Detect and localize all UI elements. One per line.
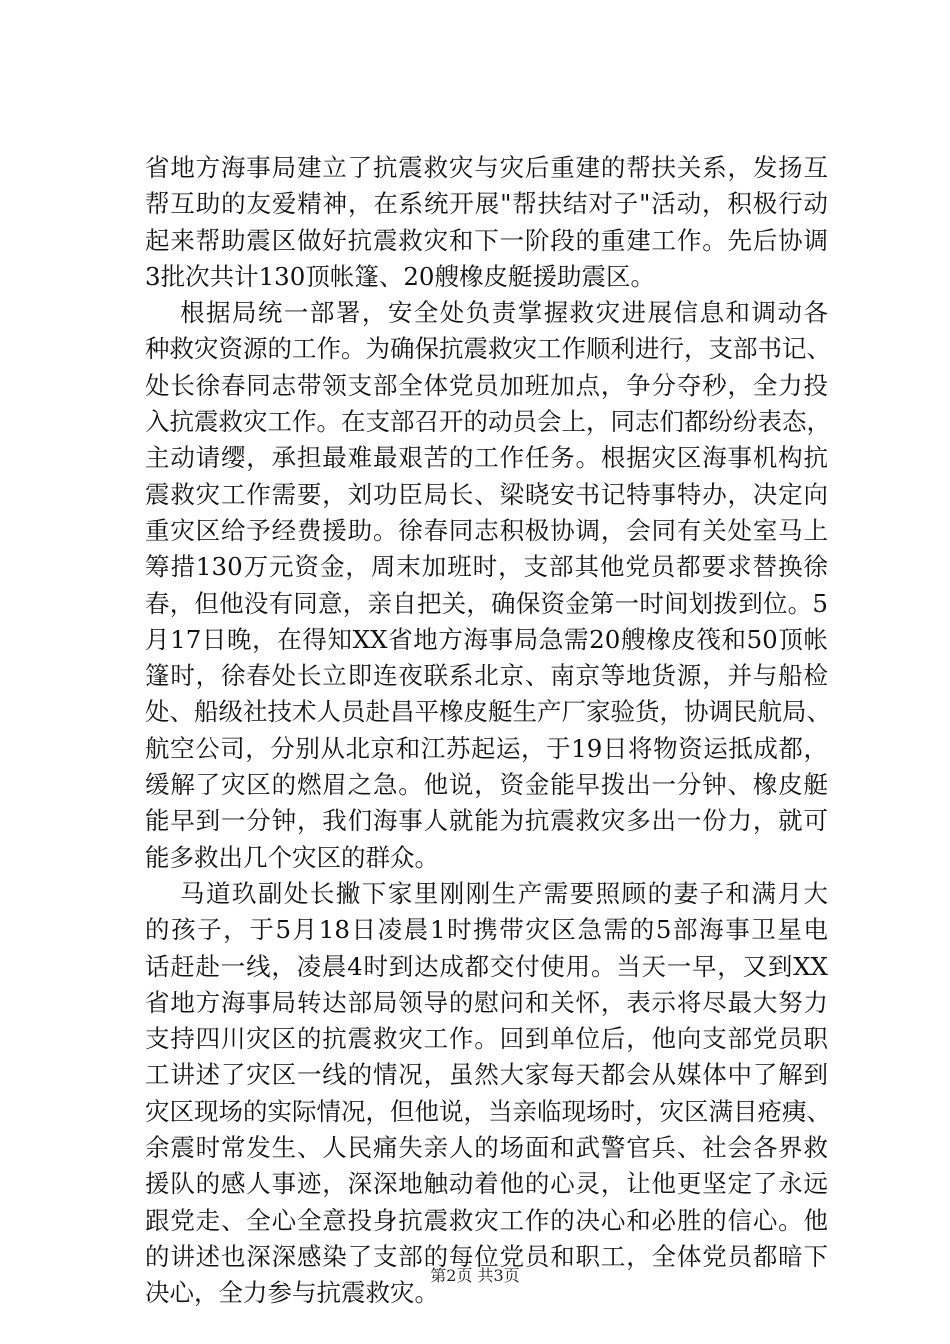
- text-line: 省地方海事局转达部局领导的慰问和关怀，表示将尽最大努力: [145, 987, 828, 1017]
- text-line: 航空公司，分别从北京和江苏起运，于19日将物资运抵成都，: [145, 733, 828, 763]
- paragraph-3: [145, 876, 831, 1312]
- text-line: 决心，全力参与抗震救灾。: [145, 1278, 439, 1308]
- text-line: 种救灾资源的工作。为确保抗震救灾工作顺利进行，支部书记、: [145, 334, 831, 364]
- text-line: 主动请缨，承担最难最艰苦的工作任务。根据灾区海事机构抗: [145, 443, 828, 473]
- text-line: 马道玖副处长撇下家里刚刚生产需要照顾的妻子和满月大: [180, 878, 828, 908]
- text-line: 援队的感人事迹，深深地触动着他的心灵，让他更坚定了永远: [145, 1169, 828, 1199]
- text-line: 的孩子，于5月18日凌晨1时携带灾区急需的5部海事卫星电: [145, 915, 828, 945]
- text-line: 能多救出几个灾区的群众。: [145, 842, 439, 872]
- text-line: 处长徐春同志带领支部全体党员加班加点，争分夺秒，全力投: [145, 370, 828, 400]
- text-line: 帮互助的友爱精神，在系统开展"帮扶结对子"活动，积极行动: [145, 189, 828, 219]
- text-line: 的讲述也深深感染了支部的每位党员和职工，全体党员都暗下: [145, 1241, 828, 1271]
- text-line: 起来帮助震区做好抗震救灾和下一阶段的重建工作。先后协调: [145, 225, 828, 255]
- page-number-footer: 第2页 共3页: [430, 1266, 520, 1285]
- text-line: 省地方海事局建立了抗震救灾与灾后重建的帮扶关系，发扬互: [145, 153, 828, 182]
- text-line: 筹措130万元资金，周末加班时，支部其他党员都要求替换徐: [145, 552, 828, 582]
- text-line: 余震时常发生、人民痛失亲人的场面和武警官兵、社会各界救: [145, 1133, 828, 1163]
- text-line: 3批次共计130顶帐篷、20艘橡皮艇援助震区。: [145, 261, 656, 291]
- text-line: 话赶赴一线，凌晨4时到达成都交付使用。当天一早，又到XX: [145, 951, 828, 981]
- paragraph-2: [145, 295, 831, 876]
- paragraph-1: [145, 150, 828, 295]
- text-line: 灾区现场的实际情况，但他说，当亲临现场时，灾区满目疮痍、: [145, 1096, 831, 1126]
- text-line: 跟党走、全心全意投身抗震救灾工作的决心和必胜的信心。他: [145, 1205, 828, 1235]
- text-line: 缓解了灾区的燃眉之急。他说，资金能早拨出一分钟、橡皮艇: [145, 770, 828, 800]
- text-line: 震救灾工作需要，刘功臣局长、梁晓安书记特事特办，决定向: [145, 479, 828, 509]
- text-line: 工讲述了灾区一线的情况，虽然大家每天都会从媒体中了解到: [145, 1060, 828, 1090]
- text-line: 处、船级社技术人员赴昌平橡皮艇生产厂家验货，协调民航局、: [145, 697, 831, 727]
- text-line: 篷时，徐春处长立即连夜联系北京、南京等地货源，并与船检: [145, 661, 828, 691]
- text-line: 春，但他没有同意，亲自把关，确保资金第一时间划拨到位。5: [145, 588, 828, 618]
- document-body: [145, 150, 831, 1312]
- text-line: 月17日晚，在得知XX省地方海事局急需20艘橡皮筏和50顶帐: [145, 624, 828, 654]
- text-line: 重灾区给予经费援助。徐春同志积极协调，会同有关处室马上: [145, 515, 828, 545]
- text-line: 支持四川灾区的抗震救灾工作。回到单位后，他向支部党员职: [145, 1024, 828, 1054]
- text-line: 根据局统一部署，安全处负责掌握救灾进展信息和调动各: [180, 298, 828, 328]
- text-line: 入抗震救灾工作。在支部召开的动员会上，同志们都纷纷表态，: [145, 407, 831, 437]
- text-line: 能早到一分钟，我们海事人就能为抗震救灾多出一份力，就可: [145, 806, 828, 836]
